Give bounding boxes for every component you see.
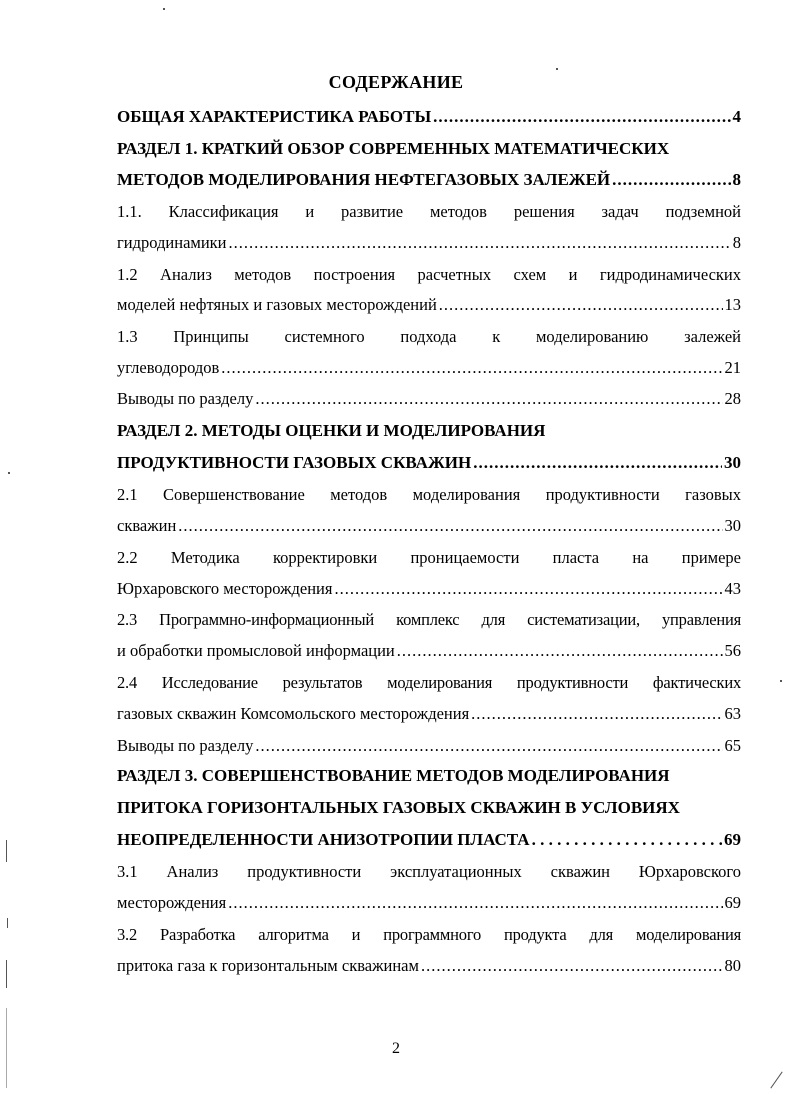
scan-speck (8, 472, 10, 474)
toc-entry-text: углеводородов (117, 358, 220, 377)
toc-entry-conclusions-2[interactable] (117, 733, 741, 759)
toc-entry-text: и обработки промысловой информации (117, 641, 395, 660)
toc-entry-text: РАЗДЕЛ 2. МЕТОДЫ ОЦЕНКИ И МОДЕЛИРОВАНИЯ (117, 421, 546, 440)
toc-entry-conclusions-1[interactable] (117, 386, 741, 412)
toc-page-number: 30 (724, 453, 741, 472)
toc-entry-1-1-line2[interactable] (117, 230, 741, 256)
toc-entry-1-2-line2[interactable] (117, 292, 741, 318)
leader-dots (334, 576, 722, 602)
toc-entry-text: ПРИТОКА ГОРИЗОНТАЛЬНЫХ ГАЗОВЫХ СКВАЖИН В УСЛОВИЯХ (117, 798, 680, 817)
toc-entry-section2-line2[interactable] (117, 450, 741, 476)
leader-dots (532, 827, 722, 853)
leader-dots (178, 513, 722, 539)
toc-entry-1-2-line1[interactable] (117, 262, 741, 288)
toc-entry-text: 3.1 Анализ продуктивности эксплуатационных скважин Юрхаровского (117, 862, 741, 881)
toc-entry-text: газовых скважин Комсомольского месторождения (117, 704, 470, 723)
toc-page-number: 65 (724, 736, 741, 755)
leader-dots (433, 104, 730, 130)
leader-dots (255, 733, 722, 759)
toc-entry-3-1-line2[interactable] (117, 890, 741, 916)
leader-dots (221, 355, 722, 381)
toc-entry-text: Юрхаровского месторождения (117, 579, 333, 598)
leader-dots (421, 953, 723, 979)
toc-entry-2-1-line2[interactable] (117, 513, 741, 539)
leader-dots (229, 230, 731, 256)
toc-entry-text: Выводы по разделу (117, 736, 254, 755)
toc-entry-text: РАЗДЕЛ 3. СОВЕРШЕНСТВОВАНИЕ МЕТОДОВ МОДЕЛИРОВАНИЯ (117, 766, 670, 785)
toc-entry-text: Выводы по разделу (117, 389, 254, 408)
toc-page-number: 13 (724, 295, 741, 314)
scan-edge-mark (6, 840, 7, 862)
toc-entry-3-2-line1[interactable] (117, 922, 741, 948)
toc-entry-section3-line2[interactable] (117, 795, 741, 821)
toc-entry-section3-line3[interactable] (117, 827, 741, 853)
toc-entry-text: притока газа к горизонтальным скважинам (117, 956, 419, 975)
scan-edge-mark (7, 918, 8, 928)
scan-speck (780, 680, 782, 682)
scan-pen-stroke (770, 1072, 782, 1089)
scan-speck (163, 8, 165, 10)
leader-dots (228, 890, 722, 916)
toc-entry-1-3-line2[interactable] (117, 355, 741, 381)
toc-page-number: 43 (724, 579, 741, 598)
toc-entry-2-4-line1[interactable] (117, 670, 741, 696)
toc-entry-2-4-line2[interactable] (117, 701, 741, 727)
toc-entry-2-3-line1[interactable] (117, 607, 741, 633)
toc-entry-2-1-line1[interactable] (117, 482, 741, 508)
toc-entry-2-2-line2[interactable] (117, 576, 741, 602)
toc-page-number: 30 (724, 516, 741, 535)
toc-page-number: 63 (724, 704, 741, 723)
toc-page-number: 80 (724, 956, 741, 975)
toc-entry-text: 1.1. Классификация и развитие методов решения задач подземной (117, 202, 741, 221)
toc-entry-text: 1.2 Анализ методов построения расчетных схем и гидродинамических (117, 265, 741, 284)
toc-entry-text: скважин (117, 516, 177, 535)
toc-entry-section1-line1[interactable] (117, 136, 741, 162)
toc-entry-3-2-line2[interactable] (117, 953, 741, 979)
toc-page-number: 4 (732, 107, 741, 126)
toc-entry-text: МЕТОДОВ МОДЕЛИРОВАНИЯ НЕФТЕГАЗОВЫХ ЗАЛЕЖЕЙ (117, 170, 611, 189)
toc-entry-general[interactable] (117, 104, 741, 130)
toc-entry-section2-line1[interactable] (117, 418, 741, 444)
toc-entry-3-1-line1[interactable] (117, 859, 741, 885)
leader-dots (439, 292, 723, 318)
toc-entry-text: НЕОПРЕДЕЛЕННОСТИ АНИЗОТРОПИИ ПЛАСТА (117, 830, 530, 849)
toc-entry-section3-line1[interactable] (117, 763, 741, 789)
toc-entry-1-1-line1[interactable] (117, 199, 741, 225)
toc-entry-2-3-line2[interactable] (117, 638, 741, 664)
page-title: СОДЕРЖАНИЕ (328, 72, 464, 92)
toc-page-number: 69 (724, 893, 741, 912)
toc-entry-text: ПРОДУКТИВНОСТИ ГАЗОВЫХ СКВАЖИН (117, 453, 472, 472)
toc-page-number: 21 (724, 358, 741, 377)
toc-entry-text: 3.2 Разработка алгоритма и программного продукта для моделирования (117, 925, 741, 944)
page-number: 2 (392, 1040, 400, 1057)
toc-entry-text: месторождения (117, 893, 227, 912)
scan-edge-mark (6, 960, 7, 988)
toc-entry-section1-line2[interactable] (117, 167, 741, 193)
toc-page-number: 28 (724, 389, 741, 408)
toc-entry-2-2-line1[interactable] (117, 545, 741, 571)
scan-edge-mark (6, 1008, 7, 1088)
toc-entry-text: 1.3 Принципы системного подхода к моделированию залежей (117, 327, 741, 346)
leader-dots (612, 167, 730, 193)
scan-speck (556, 68, 558, 70)
toc-entry-text: 2.4 Исследование результатов моделирования продуктивности фактических (117, 673, 741, 692)
toc-entry-text: ОБЩАЯ ХАРАКТЕРИСТИКА РАБОТЫ (117, 107, 432, 126)
leader-dots (255, 386, 722, 412)
leader-dots (473, 450, 722, 476)
toc-page-number: 69 (724, 830, 741, 849)
toc-page-number: 8 (732, 233, 741, 252)
toc-entry-text: РАЗДЕЛ 1. КРАТКИЙ ОБЗОР СОВРЕМЕННЫХ МАТЕМАТИЧЕСКИХ (117, 139, 670, 158)
toc-entry-text: гидродинамики (117, 233, 227, 252)
toc-page-number: 56 (724, 641, 741, 660)
toc-entry-text: 2.2 Методика корректировки проницаемости пласта на примере (117, 548, 741, 567)
leader-dots (397, 638, 723, 664)
toc-entry-text: моделей нефтяных и газовых месторождений (117, 295, 437, 314)
toc-page-number: 8 (732, 170, 741, 189)
toc-entry-text: 2.1 Совершенствование методов моделирования продуктивности газовых (117, 485, 741, 504)
toc-entry-text: 2.3 Программно-информационный комплекс для систематизации, управления (117, 610, 741, 629)
toc-entry-1-3-line1[interactable] (117, 324, 741, 350)
leader-dots (471, 701, 722, 727)
